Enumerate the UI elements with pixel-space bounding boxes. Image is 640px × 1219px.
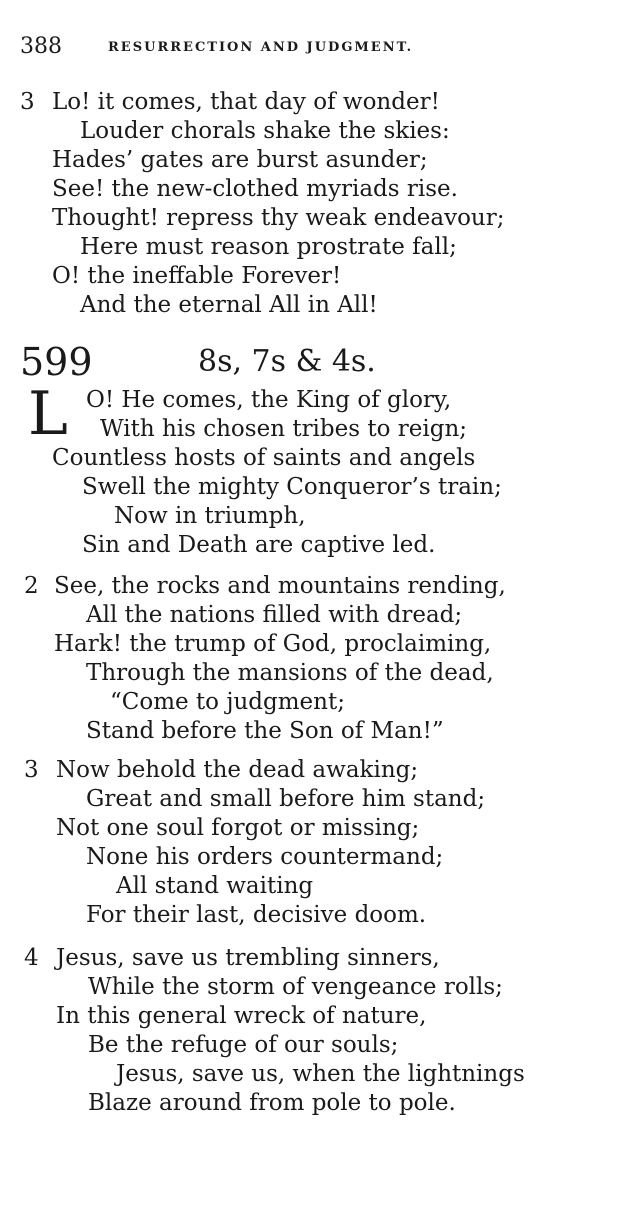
verse-line: For their last, decisive doom. bbox=[86, 902, 427, 928]
page-header bbox=[20, 34, 620, 60]
verse-line: While the storm of vengeance rolls; bbox=[88, 974, 503, 1000]
verse-line: Here must reason prostrate fall; bbox=[80, 234, 457, 260]
verse-line: Sin and Death are captive led. bbox=[82, 532, 436, 558]
verse-line: Blaze around from pole to pole. bbox=[88, 1090, 456, 1116]
verse-number: 3 bbox=[20, 89, 35, 115]
verse-line: Great and small before him stand; bbox=[86, 786, 486, 812]
verse-line: O! He comes, the King of glory, bbox=[86, 387, 452, 413]
verse-line: Swell the mighty Conqueror’s train; bbox=[82, 474, 502, 500]
verse-number: 2 bbox=[24, 573, 39, 599]
verse-line: All the nations filled with dread; bbox=[86, 602, 463, 628]
verse-line: See, the rocks and mountains rending, bbox=[54, 573, 506, 599]
verse-line: Thought! repress thy weak endeavour; bbox=[52, 205, 505, 231]
verse-line: With his chosen tribes to reign; bbox=[100, 416, 468, 442]
verse-line: “Come to judgment; bbox=[110, 689, 345, 715]
verse-line: In this general wreck of nature, bbox=[56, 1003, 427, 1029]
verse-line: Now behold the dead awaking; bbox=[56, 757, 419, 783]
running-head: RESURRECTION AND JUDGMENT. bbox=[108, 40, 414, 55]
verse-line: O! the ineffable Forever! bbox=[52, 263, 342, 289]
hymn-number: 599 bbox=[20, 340, 93, 384]
verse-line: Lo! it comes, that day of wonder! bbox=[52, 89, 440, 115]
verse-line: And the eternal All in All! bbox=[80, 292, 378, 318]
hymn-meter: 8s, 7s & 4s. bbox=[198, 344, 376, 379]
verse-line: Now in triumph, bbox=[114, 503, 306, 529]
verse-line: See! the new-clothed myriads rise. bbox=[52, 176, 458, 202]
verse-line: Jesus, save us, when the lightnings bbox=[116, 1061, 525, 1087]
page-number: 388 bbox=[20, 34, 62, 59]
verse-line: None his orders countermand; bbox=[86, 844, 444, 870]
verse-line: Stand before the Son of Man!” bbox=[86, 718, 444, 744]
verse-line: Not one soul forgot or missing; bbox=[56, 815, 420, 841]
verse-line: Countless hosts of saints and angels bbox=[52, 445, 476, 471]
verse-line: Louder chorals shake the skies: bbox=[80, 118, 450, 144]
verse-line: Hades’ gates are burst asunder; bbox=[52, 147, 428, 173]
verse-line: Jesus, save us trembling sinners, bbox=[56, 945, 440, 971]
verse-line: All stand waiting bbox=[116, 873, 314, 899]
verse-line: Hark! the trump of God, proclaiming, bbox=[54, 631, 492, 657]
verse-line: Be the refuge of our souls; bbox=[88, 1032, 399, 1058]
verse-number: 3 bbox=[24, 757, 39, 783]
verse-number: 4 bbox=[24, 945, 39, 971]
drop-cap: L bbox=[28, 379, 68, 449]
verse-line: Through the mansions of the dead, bbox=[86, 660, 494, 686]
